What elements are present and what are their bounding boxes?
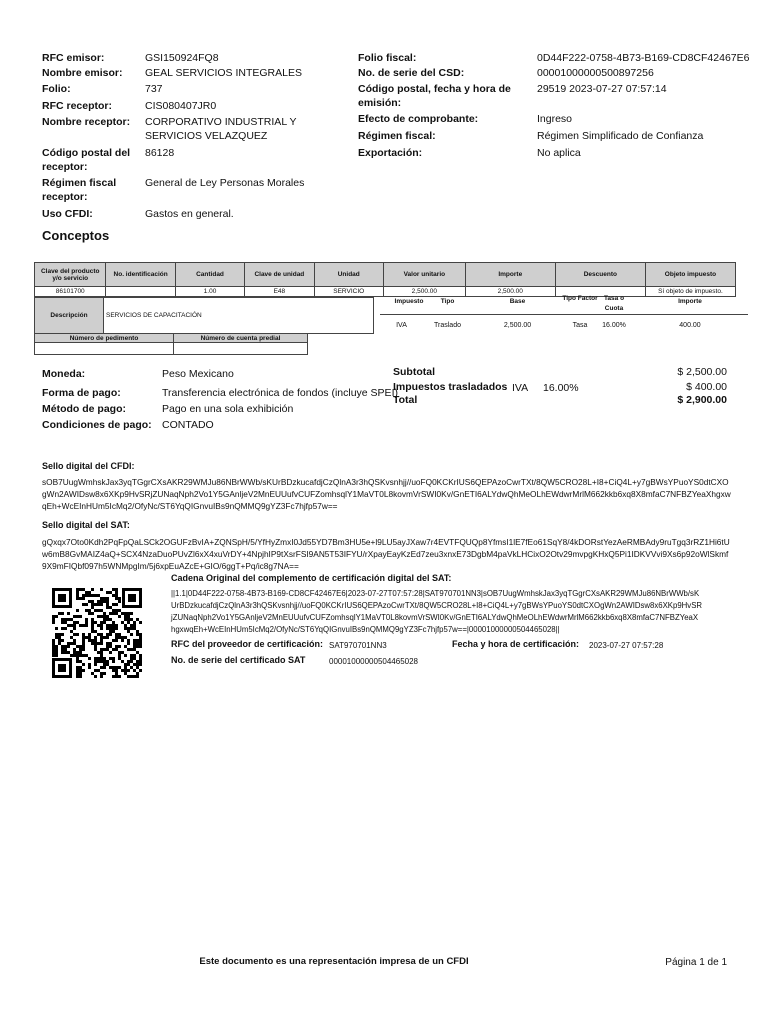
tax-td-base: 2,500.00 (503, 322, 532, 329)
rfc-emisor-label: RFC emisor: (42, 52, 105, 64)
rfc-proveedor-value: SAT970701NN3 (329, 641, 387, 650)
fecha-certificacion-label: Fecha y hora de certificación: (452, 639, 580, 649)
serie-certificado-value: 00001000000504465028 (329, 657, 418, 666)
conceptos-header-row (35, 263, 736, 287)
impuestos-tasa: 16.00% (543, 382, 579, 394)
efecto-value: Ingreso (537, 113, 573, 125)
cadena-line: jZUNaqNph2Vo1Y5GAnljeV2MnEUUufvCUFZomhsqlY1MaVT0L8kovmVrSWI0Kv/GnETI6ALYdwQhMeOLhEWdwrMrlM662kkb6xq8X8mfaC7NFBZYeaX (171, 613, 699, 622)
tax-td-tipo-factor: Tasa (572, 322, 588, 329)
predial-label: Número de cuenta predial (174, 334, 308, 343)
efecto-label: Efecto de comprobante: (358, 113, 479, 125)
conceptos-title: Conceptos (42, 228, 110, 243)
regimen-receptor-label: Régimen fiscal receptor: (42, 177, 117, 203)
folio-label: Folio: (42, 83, 71, 95)
footer-note: Este documento es una representación impresa de un CFDI (199, 956, 469, 967)
th-valor-unitario: Valor unitario (383, 263, 465, 287)
tax-td-tasa-cuota: 16.00% (602, 322, 626, 329)
cadena-line: hgxwqEh+WcEInHUm5IcMq2/OfyNc/ST6YqQIGnvuIBs9nQMMQ9gYZ3Fc7hjfp57w==|00001000000504465028|| (171, 625, 560, 634)
cp-receptor-label: Código postal del receptor: (42, 147, 131, 173)
descripcion-label: Descripción (35, 298, 104, 334)
th-clave-producto: Clave del producto y/o servicio (35, 263, 106, 287)
pedimento-table (34, 333, 308, 355)
nombre-receptor-value: CORPORATIVO INDUSTRIAL Y SERVICIOS VELAZQUEZ (145, 116, 297, 142)
th-unidad: Unidad (314, 263, 383, 287)
td-valor-unitario: 2,500.00 (383, 287, 465, 297)
nombre-emisor-label: Nombre emisor: (42, 67, 123, 79)
sello-cfdi-label: Sello digital del CFDI: (42, 461, 135, 471)
sello-cfdi-line: sOB7UugWmhskJax3yqTGgrCXsAKR29WMJu86NBrWWb/sKUrBDzkucafdjCzQlnA3r3hQSKvsnhjj//uoFQ0KCKrIUS6QEPAzoCwrTXt/8QW5CRO28L+I8+CiQ4L+y7gBWsYPuoYS0dtCXO (42, 477, 729, 487)
condiciones-pago-value: CONTADO (162, 419, 214, 431)
td-cantidad: 1.00 (175, 287, 244, 297)
serie-csd-label: No. de serie del CSD: (358, 67, 465, 79)
qr-code-icon (50, 586, 144, 680)
td-importe: 2,500.00 (465, 287, 555, 297)
th-objeto-impuesto: Objeto impuesto (645, 263, 735, 287)
td-no-identificacion (106, 287, 175, 297)
tax-th-tasa-cuota: Tasa o Cuota (603, 295, 625, 312)
subtotal-label: Subtotal (393, 366, 435, 378)
td-unidad: SERVICIO (314, 287, 383, 297)
tax-th-tipo-factor: Tipo Factor (562, 295, 598, 302)
exportacion-label: Exportación: (358, 147, 423, 159)
cadena-label: Cadena Original del complemento de certificación digital del SAT: (171, 573, 452, 583)
sello-sat-line: w6mB8GvMAIZ4aQ+SCX4NzaDuoPUvZl6xX4xuVrDY+4NpjhIP9tXsrFSI9AN5T53IFYU/rXpayEayKzEd7zeu3xnxE73DgbM4paVkLHCixO2Otv29mvpgKHxQ5Pi1IDKVVvi9Xs6p92oWlSkmf (42, 549, 729, 559)
impuestos-tipo: IVA (512, 382, 529, 394)
sello-sat-line: gQxqx7Oto0Kdh2PqFpQaLSCk2OGUFzBvIA+ZQNSpH/5/YfHyZmxI0Jd55YD7Bm3HU5e+l9LU5ayJXaw7r4EVTFQUQp8YfmsI1lE7fEo61SqY8/4kDORstYezAeRMBAdy9ruTgq3rRZ1Hi6tU (42, 537, 730, 547)
sello-sat-line: 9X9mFIQbf097h5WNMpgIm/5j6xpEuAZcE+GIO/6ggT+Pq/ic8g7NA== (42, 561, 299, 571)
folio-value: 737 (145, 83, 163, 95)
cp-fecha-emision-label: Código postal, fecha y hora de emisión: (358, 83, 511, 109)
cp-receptor-value: 86128 (145, 147, 175, 159)
tax-th-impuesto: Impuesto (394, 298, 424, 305)
td-objeto-impuesto: Sí objeto de impuesto. (645, 287, 735, 297)
th-importe: Importe (465, 263, 555, 287)
metodo-pago-label: Método de pago: (42, 403, 126, 415)
qr-finder-top-left (52, 588, 72, 608)
rfc-proveedor-label: RFC del proveedor de certificación: (171, 639, 324, 649)
moneda-value: Peso Mexicano (162, 368, 234, 380)
th-no-identificacion: No. identificación (106, 263, 175, 287)
folio-fiscal-value: 0D44F222-0758-4B73-B169-CD8CF42467E6 (537, 52, 750, 64)
total-label: Total (393, 394, 418, 406)
subtotal-value: $ 2,500.00 (677, 366, 727, 378)
tax-th-base: Base (509, 298, 526, 305)
th-clave-unidad: Clave de unidad (245, 263, 314, 287)
rfc-emisor-value: GSI150924FQ8 (145, 52, 219, 64)
forma-pago-label: Forma de pago: (42, 387, 121, 399)
serie-certificado-label: No. de serie del certificado SAT (171, 655, 306, 665)
fecha-certificacion-value: 2023-07-27 07:57:28 (589, 641, 664, 650)
sello-cfdi-line: qEh+WcEInHUm5IcMq2/OfyNc/ST6YqQIGnvuIBs9nQMMQ9gYZ3Fc7hjfp57w== (42, 501, 338, 511)
th-cantidad: Cantidad (175, 263, 244, 287)
cp-fecha-emision-value: 29519 2023-07-27 07:57:14 (537, 83, 667, 95)
sello-cfdi-line: gWn2AWIDsw8x6XKp9HvSRjZUNaqNph2Vo1Y5GAnljeV2MnEUUufvCUFZomhsqlY1MaVT0L8kovmVrSWI0Kv/GnETI6ALYdwQhMeOLhEWdwrMrlM662kkb6xq8X8mfaC7NFBZYeaXhgxw (42, 489, 731, 499)
sello-sat-text (42, 536, 742, 572)
conceptos-table (34, 262, 736, 297)
pedimento-label: Número de pedimento (35, 334, 174, 343)
page-number: Página 1 de 1 (665, 957, 727, 968)
cadena-text (171, 588, 741, 636)
td-clave-unidad: E48 (245, 287, 314, 297)
cadena-line: ||1.1|0D44F222-0758-4B73-B169-CD8CF42467E6|2023-07-27T07:57:28|SAT970701NN3|sOB7UugWmhskJax3yqTGgrCXsAKR29WMJu86NBrWWb/sK (171, 589, 700, 598)
nombre-receptor-label: Nombre receptor: (42, 116, 131, 128)
regimen-receptor-value: General de Ley Personas Morales (145, 177, 305, 189)
td-clave-producto: 86101700 (35, 287, 106, 297)
pedimento-value (35, 343, 174, 355)
forma-pago-value: Transferencia electrónica de fondos (incluye SPEI) (162, 387, 398, 399)
impuestos-value: $ 400.00 (686, 381, 727, 393)
moneda-label: Moneda: (42, 368, 86, 380)
tax-td-impuesto: IVA (396, 322, 407, 329)
cadena-line: UrBDzkucafdjCzQlnA3r3hQSKvsnhjj//uoFQ0KCKrIUS6QEPAzoCwrTXt/8QW5CRO28L+I8+CiQ4L+y7gBWsYPuoYS0dtCXOgWn2AWIDsw8x6XKp9HvSR (171, 601, 703, 610)
serie-csd-value: 00001000000500897256 (537, 67, 654, 79)
uso-cfdi-value: Gastos en general. (145, 208, 234, 220)
tax-th-tipo: Tipo (440, 298, 455, 305)
th-descuento: Descuento (555, 263, 645, 287)
condiciones-pago-label: Condiciones de pago: (42, 419, 152, 431)
tax-td-importe: 400.00 (679, 322, 701, 329)
sello-sat-label: Sello digital del SAT: (42, 520, 130, 530)
tax-th-importe: Importe (678, 298, 702, 305)
metodo-pago-value: Pago en una sola exhibición (162, 403, 294, 415)
qr-finder-bottom-left (52, 658, 72, 678)
exportacion-value: No aplica (537, 147, 581, 159)
descripcion-table (34, 297, 374, 334)
folio-fiscal-label: Folio fiscal: (358, 52, 417, 64)
predial-value (174, 343, 308, 355)
descripcion-value: SERVICIOS DE CAPACITACIÓN (104, 298, 374, 334)
uso-cfdi-label: Uso CFDI: (42, 208, 93, 220)
impuestos-label: Impuestos trasladados (393, 381, 508, 393)
sello-cfdi-text (42, 476, 742, 512)
rfc-receptor-label: RFC receptor: (42, 100, 113, 112)
qr-finder-top-right (122, 588, 142, 608)
tax-td-tipo: Traslado (434, 322, 461, 329)
regimen-fiscal-label: Régimen fiscal: (358, 130, 436, 142)
nombre-emisor-value: GEAL SERVICIOS INTEGRALES (145, 67, 302, 79)
tax-divider (380, 314, 748, 315)
regimen-fiscal-value: Régimen Simplificado de Confianza (537, 130, 704, 142)
total-value: $ 2,900.00 (677, 394, 727, 406)
rfc-receptor-value: CIS080407JR0 (145, 100, 217, 112)
